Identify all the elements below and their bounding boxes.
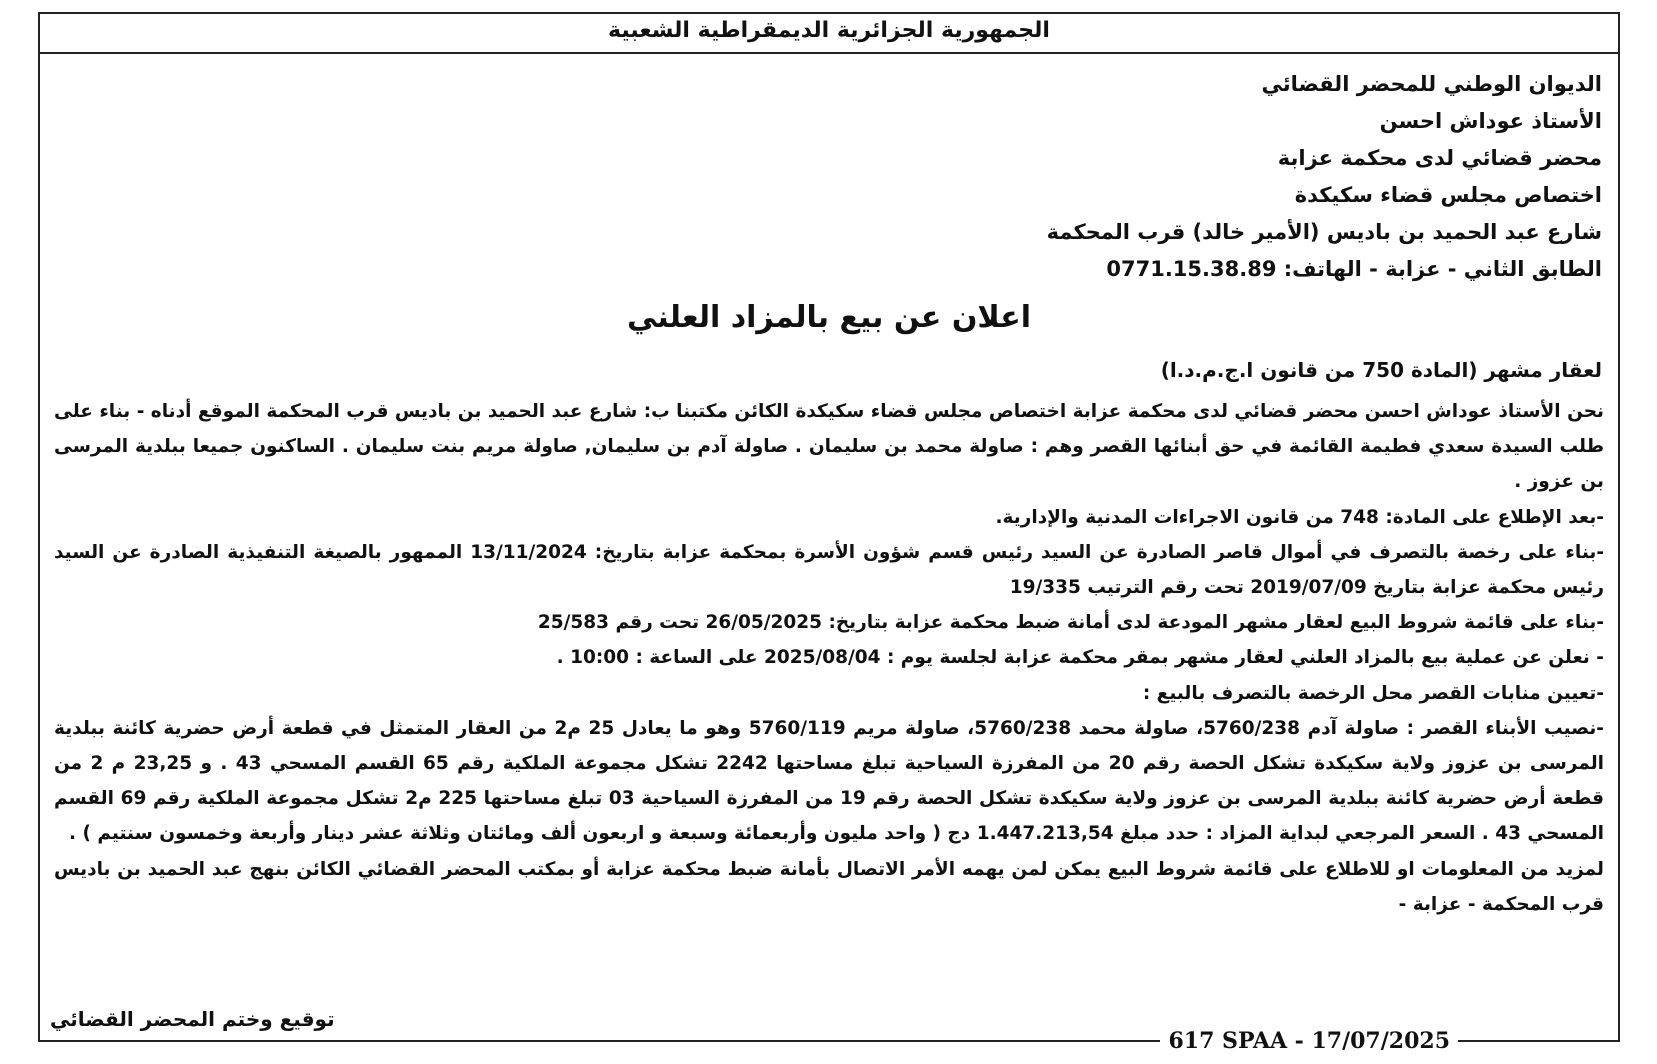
header-line-office: الديوان الوطني للمحضر القضائي [1261,72,1602,96]
paragraph-property-details: -نصيب الأبناء القصر : صاولة آدم 5760/238، صاولة محمد 5760/238، صاولة مريم 5760/119 وهو ما يعادل 25 م2 من العقار المتمثل في قطعة أرض حضرية كائنة ببلدية المرسى بن عزوز ولاية سكيكدة تشكل الحصة رقم 20 من المفرزة السياحية تبلغ مساحتها 2242 تشكل مجموعة الملكية رقم 65 القسم المسحي 43 . و 23,25 م 2 من قطعة أرض حضرية كائنة ببلدية المرسى بن عزوز ولاية سكيكدة تشكل الحصة رقم 19 من المفرزة السياحية 03 تبلغ مساحتها 225 م2 تشكل مجموعة الملكية رقم 69 القسم المسحي 43 . السعر المرجعي لبداية المزاد : حدد مبلغ 1.447.213,54 دج ( واحد مليون وأربعمائة وسبعة و اربعون ألف ومائتان وثلاثة عشر دينار وأربعة وخمسون سنتيم ) . [54,717,1604,845]
bailiff-header [1047,66,1602,288]
paragraph-shares-heading: -تعيين منابات القصر محل الرخصة بالتصرف بالبيع : [1142,682,1604,704]
header-line-address: شارع عبد الحميد بن باديس (الأمير خالد) قرب المحكمة [1046,220,1602,244]
paragraph-legal-basis: -بعد الإطلاع على المادة: 748 من قانون الاجراءات المدنية والإدارية. [995,506,1604,528]
republic-heading: الجمهورية الجزائرية الديمقراطية الشعبية [608,18,1050,43]
signature-label: توقيع وختم المحضر القضائي [50,1007,335,1031]
paragraph-intro: نحن الأستاذ عوداش احسن محضر قضائي لدى محكمة عزابة اختصاص مجلس قضاء سكيكدة الكائن مكتبنا ب: شارع عبد الحميد بن باديس قرب المحكمة الموقع أدناه - بناء على طلب السيدة سعدي فطيمة القائمة في حق أبنائها القصر وهم : صاولة محمد بن سليمان . صاولة آدم بن سليمان, صاولة مريم بنت سليمان . الساكنون جميعا ببلدية المرسى بن عزوز . [54,401,1604,493]
paragraph-license: -بناء على رخصة بالتصرف في أموال قاصر الصادرة عن السيد رئيس قسم شؤون الأسرة بمحكمة عزابة بتاريخ: 13/11/2024 الممهور بالصيغة التنفيذية الصادرة عن السيد رئيس محكمة عزابة بتاريخ 2019/07/09 تحت رقم الترتيب 19/335 [54,541,1604,599]
notice-body [54,394,1604,922]
paragraph-contact: لمزيد من المعلومات او للاطلاع على قائمة شروط البيع يمكن لمن يهمه الأمر الاتصال بأمانة ضبط محكمة عزابة أو بمكتب المحضر القضائي الكائن بنهج عبد الحميد بن باديس قرب المحكمة - عزابة - [54,858,1604,915]
paragraph-auction-date: - نعلن عن عملية بيع بالمزاد العلني لعقار مشهر بمقر محكمة عزابة لجلسة يوم : 2025/08/04 على الساعة : 10:00 . [556,647,1604,669]
header-line-court: محضر قضائي لدى محكمة عزابة [1277,146,1602,170]
reference-code: 617 SPAA - 17/07/2025 [1160,1028,1458,1054]
header-divider [40,52,1618,54]
header-line-phone: الطابق الثاني - عزابة - الهاتف: 0771.15.38.89 [1106,257,1602,281]
notice-subtitle: لعقار مشهر (المادة 750 من قانون ا.ج.م.د.ا) [1160,358,1602,382]
notice-frame [38,12,1620,1054]
notice-title: اعلان عن بيع بالمزاد العلني [626,300,1031,335]
header-line-name: الأستاذ عوداش احسن [1379,109,1602,133]
paragraph-conditions: -بناء على قائمة شروط البيع لعقار مشهر المودعة لدى أمانة ضبط محكمة عزابة بتاريخ: 26/05/2025 تحت رقم 25/583 [537,612,1604,634]
header-line-jurisdiction: اختصاص مجلس قضاء سكيكدة [1294,183,1602,207]
